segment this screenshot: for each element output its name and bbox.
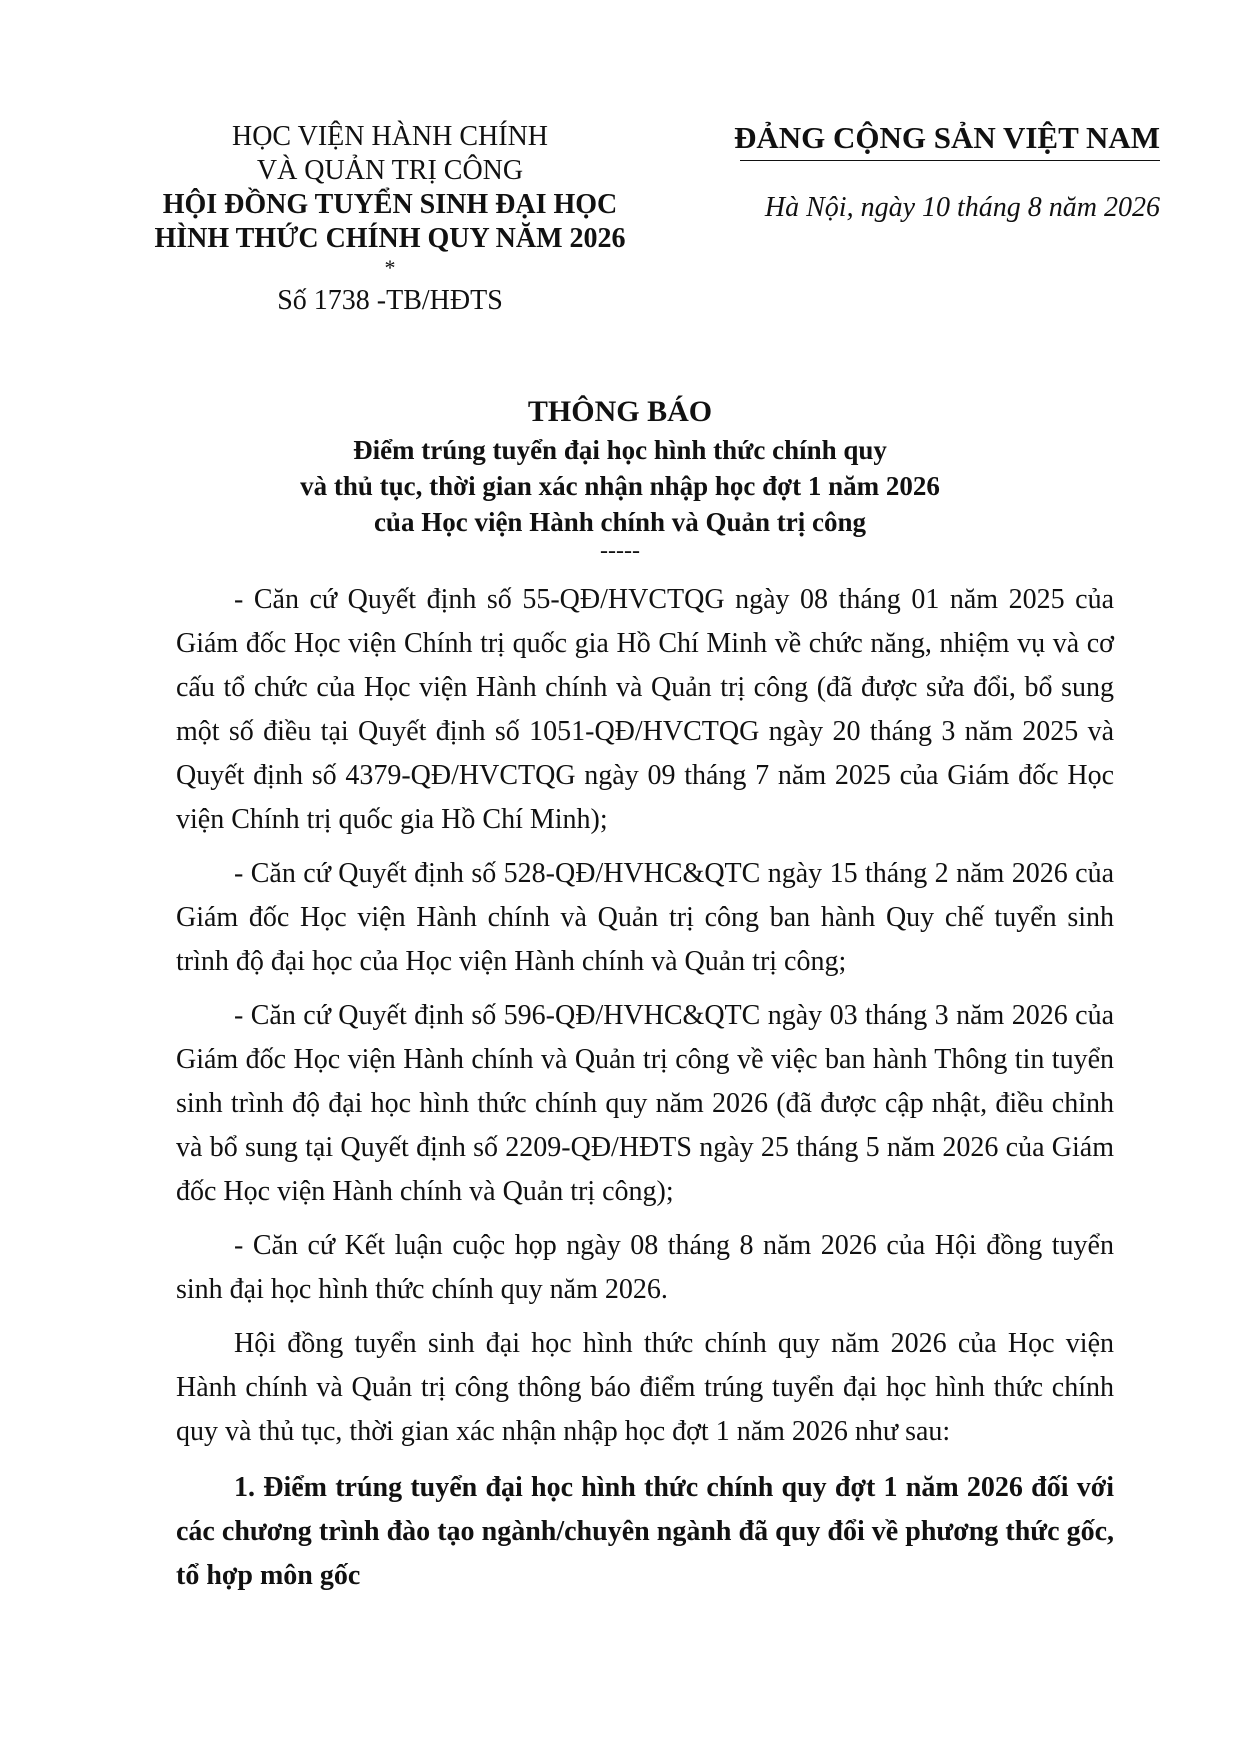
party-underline xyxy=(740,160,1160,161)
notice-body xyxy=(176,578,1114,1608)
place-and-date: Hà Nội, ngày 10 tháng 8 năm 2026 xyxy=(764,192,1160,223)
party-name: ĐẢNG CỘNG SẢN VIỆT NAM xyxy=(733,120,1160,155)
legal-basis-paragraph-4: - Căn cứ Kết luận cuộc họp ngày 08 tháng 8 năm 2026 của Hội đồng tuyển sinh đại học hình thức chính quy năm 2026. xyxy=(176,1230,1114,1305)
announcement-paragraph: Hội đồng tuyển sinh đại học hình thức chính quy năm 2026 của Học viện Hành chính và Quản trị công thông báo điểm trúng tuyển đại học hình thức chính quy và thủ tục, thời gian xác nhận nhập học đợt 1 năm 2026 như sau: xyxy=(176,1328,1114,1447)
council-name-line2: HÌNH THỨC CHÍNH QUY NĂM 2026 xyxy=(154,223,626,254)
notice-subtitle-line1: Điểm trúng tuyển đại học hình thức chính quy xyxy=(353,435,887,465)
notice-subtitle-line3: của Học viện Hành chính và Quản trị công xyxy=(373,507,867,537)
notice-title-block xyxy=(130,392,1110,562)
star-mark: * xyxy=(384,255,396,280)
title-separator: ----- xyxy=(600,538,640,564)
notice-title: THÔNG BÁO xyxy=(527,395,713,428)
issuing-organization-block xyxy=(150,120,630,318)
legal-basis-paragraph-2: - Căn cứ Quyết định số 528-QĐ/HVHC&QTC ngày 15 tháng 2 năm 2026 của Giám đốc Học viện Hành chính và Quản trị công ban hành Quy chế tuyển sinh trình độ đại học của Học viện Hành chính và Quản trị công; xyxy=(176,858,1114,977)
notice-subtitle-line2: và thủ tục, thời gian xác nhận nhập học đợt 1 năm 2026 xyxy=(300,471,940,501)
section-1-heading: 1. Điểm trúng tuyển đại học hình thức chính quy đợt 1 năm 2026 đối với các chương trình đào tạo ngành/chuyên ngành đã quy đổi về phương thức gốc, tổ hợp môn gốc xyxy=(176,1472,1114,1591)
party-header-block xyxy=(690,118,1160,225)
council-name-line1: HỘI ĐỒNG TUYỂN SINH ĐẠI HỌC xyxy=(162,189,618,220)
legal-basis-paragraph-3: - Căn cứ Quyết định số 596-QĐ/HVHC&QTC ngày 03 tháng 3 năm 2026 của Giám đốc Học viện Hành chính và Quản trị công về việc ban hành Thông tin tuyển sinh trình độ đại học hình thức chính quy năm 2026 (đã được cập nhật, điều chỉnh và bổ sung tại Quyết định số 2209-QĐ/HĐTS ngày 25 tháng 5 năm 2026 của Giám đốc Học viện Hành chính và Quản trị công); xyxy=(176,1000,1114,1207)
document-number: Số 1738 -TB/HĐTS xyxy=(277,285,503,316)
org-name-line1: HỌC VIỆN HÀNH CHÍNH xyxy=(231,121,549,152)
legal-basis-paragraph-1: - Căn cứ Quyết định số 55-QĐ/HVCTQG ngày 08 tháng 01 năm 2025 của Giám đốc Học viện Chính trị quốc gia Hồ Chí Minh về chức năng, nhiệm vụ và cơ cấu tổ chức của Học viện Hành chính và Quản trị công (đã được sửa đổi, bổ sung một số điều tại Quyết định số 1051-QĐ/HVCTQG ngày 20 tháng 3 năm 2025 và Quyết định số 4379-QĐ/HVCTQG ngày 09 tháng 7 năm 2025 của Giám đốc Học viện Chính trị quốc gia Hồ Chí Minh); xyxy=(176,584,1114,835)
org-name-line2: VÀ QUẢN TRỊ CÔNG xyxy=(256,155,524,186)
